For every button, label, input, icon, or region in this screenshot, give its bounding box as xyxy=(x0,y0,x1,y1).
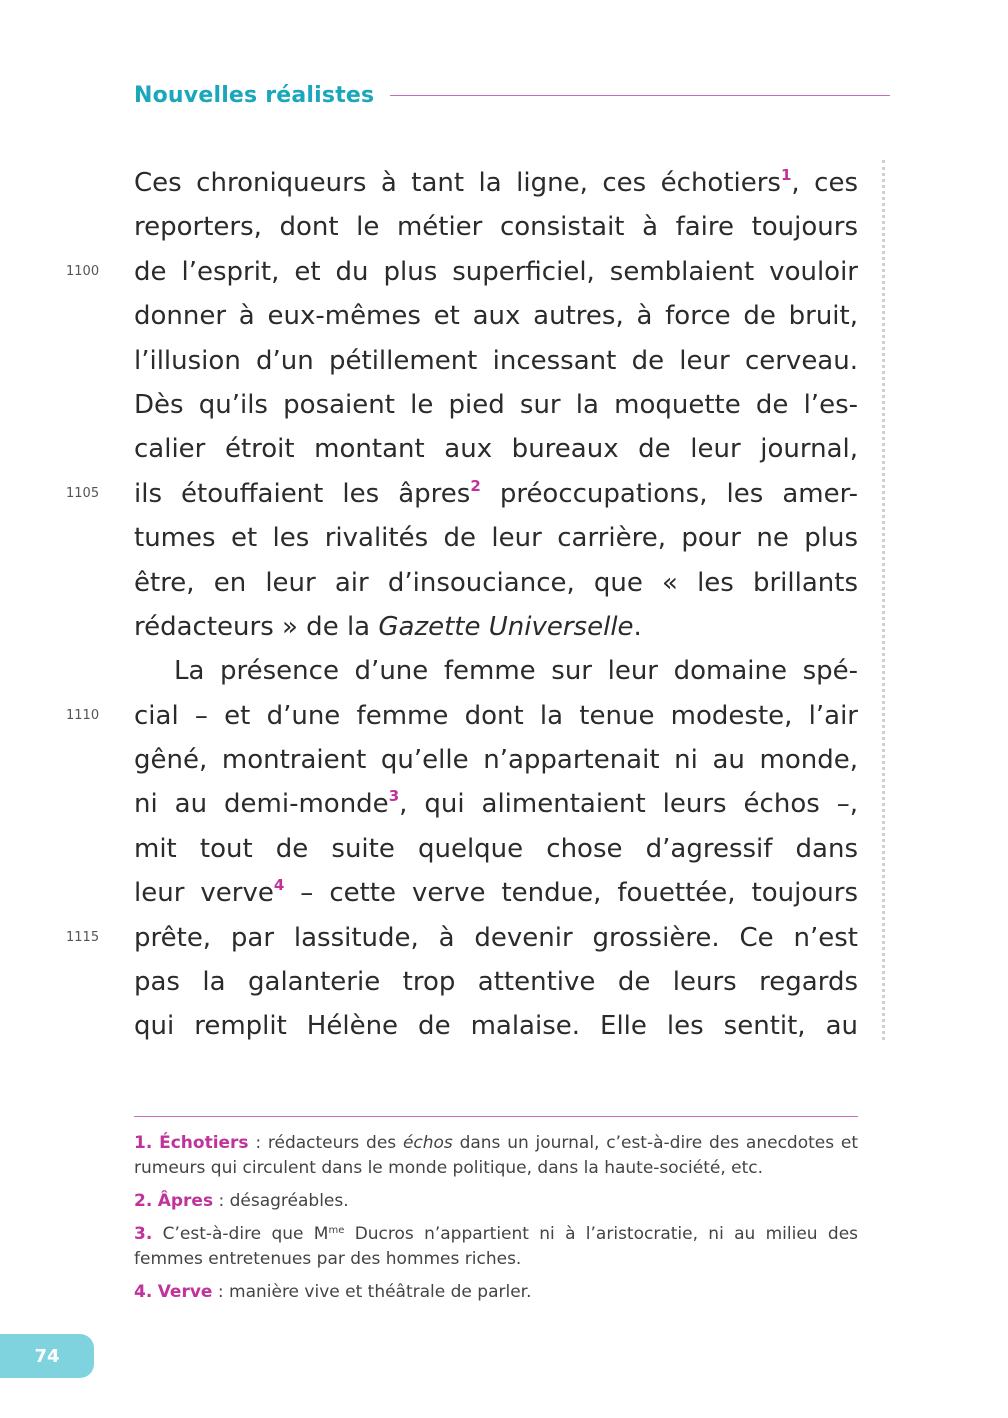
footnote-number: 4. xyxy=(134,1282,153,1302)
text-line: tumes et les rivalités de leur carrière, pour ne plus xyxy=(134,523,858,554)
footnote-1: 1. Échotiers : rédacteurs des échos dans un journal, c’est-à-dire des anecdotes et rumeurs qui circulent dans le monde politique, dans la haute-société, etc. xyxy=(134,1133,859,1178)
text-line: reporters, dont le métier consistait à faire toujours xyxy=(134,212,858,243)
page-number-tab xyxy=(0,1334,94,1378)
footnotes xyxy=(134,1116,858,1313)
text-line: prête, par lassitude, à devenir grossière. Ce n’est xyxy=(134,922,858,953)
text-line: de l’esprit, et du plus superficiel, semblaient vouloir xyxy=(134,256,858,287)
footnote-term: Verve xyxy=(157,1282,213,1302)
text-line: rédacteurs » de la Gazette Universelle. xyxy=(134,611,642,642)
footnote-3: 3. C’est-à-dire que M$^{me}$ Ducros n’appartient ni à l’aristocratie, ni au milieu des femmes entretenues par des hommes riches. xyxy=(134,1224,859,1269)
main-text xyxy=(134,161,858,1049)
footnote-term: Échotiers xyxy=(159,1133,249,1153)
text-line: l’illusion d’un pétillement incessant de leur cerveau. xyxy=(134,345,858,376)
footnote-ref-1[interactable]: 1 xyxy=(780,166,792,184)
footnote-term: Âpres xyxy=(157,1191,214,1211)
text-line: être, en leur air d’insouciance, que « les brillants xyxy=(134,567,858,598)
text-line: pas la galanterie trop attentive de leurs regards xyxy=(134,967,858,998)
margin-dotted-line xyxy=(882,160,885,1040)
text-line: leur verve$^4$ – cette verve tendue, fouettée, toujours xyxy=(134,876,858,909)
footnote-ref-3[interactable]: 3 xyxy=(388,787,400,806)
text-line: ni au demi-monde$^3$, qui alimentaient leurs échos –, xyxy=(134,787,858,820)
text-line: qui remplit Hélène de malaise. Elle les sentit, au xyxy=(134,1011,858,1042)
running-header xyxy=(134,78,890,112)
footnote-number: 2. xyxy=(134,1191,153,1211)
line-number-1100: 1100 xyxy=(66,263,100,279)
newspaper-title: Gazette Universelle xyxy=(378,611,634,642)
text-line: La présence d’une femme sur leur domaine spé- xyxy=(174,656,858,687)
text-line: calier étroit montant aux bureaux de leur journal, xyxy=(134,434,858,465)
text-line: ils étouffaient les âpres$^2$ préoccupations, les amer- xyxy=(134,476,858,509)
text-line: Ces chroniqueurs à tant la ligne, ces échotiers$^1$, ces xyxy=(134,166,858,198)
page-number: 74 xyxy=(34,1345,60,1367)
line-number-1105: 1105 xyxy=(66,485,100,501)
footnote-ref-4[interactable]: 4 xyxy=(273,876,285,895)
footnote-ref-2[interactable]: 2 xyxy=(470,476,481,495)
text-line: gêné, montraient qu’elle n’appartenait ni au monde, xyxy=(134,745,858,776)
running-header-title: Nouvelles réalistes xyxy=(134,82,375,108)
text-line: cial – et d’une femme dont la tenue modeste, l’air xyxy=(134,700,858,731)
line-number-1110: 1110 xyxy=(66,707,100,723)
text-line: mit tout de suite quelque chose d’agressif dans xyxy=(134,833,858,864)
footnote-number: 3. xyxy=(134,1224,153,1244)
text-line: donner à eux-mêmes et aux autres, à force de bruit, xyxy=(134,301,858,332)
text-line: Dès qu’ils posaient le pied sur la moquette de l’es- xyxy=(134,389,858,420)
line-number-1115: 1115 xyxy=(66,929,100,945)
footnote-number: 1. xyxy=(134,1133,153,1153)
header-rule xyxy=(390,95,890,96)
footnote-2: 2. Âpres : désagréables. xyxy=(134,1191,349,1211)
footnote-4: 4. Verve : manière vive et théâtrale de parler. xyxy=(134,1282,532,1302)
